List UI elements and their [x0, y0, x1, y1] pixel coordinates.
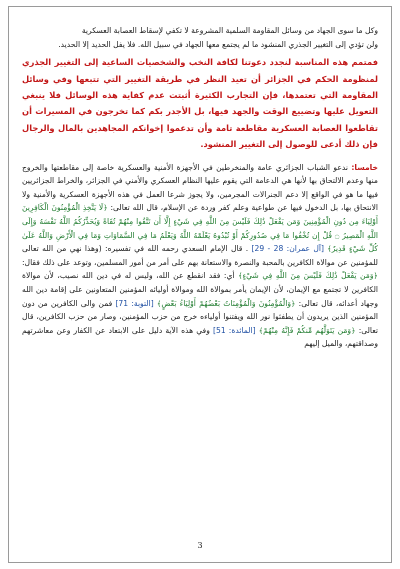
section-five-text-4: فمن والى الكافرين من دون المؤمنين الذين يريدون أن يطفئوا نور الله ويفتنوا أولياءه خرج من حزب المؤمنين، وصار من حزب الكافرين، قال تعالى:: [22, 298, 378, 335]
intro-line-1: وكل ما سوى الجهاد من وسائل المقاومة السلمية المشروعة لا تكفي لإسقاط العصابة العسكرية: [81, 26, 378, 35]
document-body: [22, 24, 378, 351]
verse-4-reference: [المائدة: 51]: [213, 325, 256, 335]
appeal-paragraph: فمتمم هذه المناسبة لنجدد دعوتنا لكافة النخب والشخصيات الساعية إلى التغيير الجذري لمنظومة الحكم في الجزائر أن تعيد النظر في طريقة التغيير التي تتبعها وفي وسائل المقاومة التي تعتمدها، فإن التجارب الكثيرة أثبتت عدم كفاية هذه الوسائل فلا ينبغي التعويل عليها وتضييع الوقت والجهد فيها، بل الأجدر بكم كما تخرجون في المسيرات أن تقاطعوا العصابة العسكرية مقاطعة تامة وأن تدعموا إخوانكم المجاهدين بالمال والرجال فإن ذلك أدعى للوصول إلى التغيير المنشود.: [22, 57, 378, 150]
paragraph-gap: [22, 153, 378, 161]
quran-verse-2: ﴿وَمَن يَفْعَلْ ذَٰلِكَ فَلَيْسَ مِنَ اللَّهِ فِي شَيْءٍ﴾: [238, 271, 378, 281]
quran-verse-4: ﴿وَمَن يَتَوَلَّهُم مِّنكُمْ فَإِنَّهُ مِنْهُمْ﴾: [258, 325, 356, 335]
section-five-text-5: وفي هذه الآية دليل على الابتعاد عن الكفار وعن معاشرتهم وصداقتهم، والميل إليهم: [22, 325, 378, 349]
page-number: 3: [197, 541, 203, 550]
section-five-paragraph: [22, 161, 378, 351]
section-five-label: خامسا:: [351, 162, 378, 172]
intro-line-2: ولن تؤدي إلى التغيير الجذري المنشود ما لم يجتمع معها الجهاد في سبيل الله. فلا يفل الحديد إلا الحديد.: [58, 39, 378, 49]
section-five-text-2: . قال الإمام السعدي رحمه الله في تفسيره: (وهذا نهي من الله تعالى للمؤمنين عن موالاة الكافرين بالمحبة والنصرة والاستعانة بهم على أمر من أمور المسلمين، وتوعد على ذلك فقال:: [22, 244, 378, 267]
section-five-text-3: أي: فقد انقطع عن الله، وليس له في دين الله نصيب، لأن موالاة الكافرين لا تجتمع مع الإيمان، لأن الإيمان يأمر بموالاة الله وموالاة أوليائه المؤمنين المتعاونين على إقامة دين الله وجهاد أعدائه، قال تعالى:: [22, 271, 379, 308]
quran-verse-3: ﴿وَالْمُؤْمِنُونَ وَالْمُؤْمِنَاتُ بَعْضُهُمْ أَوْلِيَاءُ بَعْضٍ﴾: [156, 298, 296, 308]
verse-1-reference: [آل عمران: 28 - 29]: [251, 244, 324, 254]
section-five-text-1: ندعو الشباب الجزائري عامة والمنخرطين في الأجهزة الأمنية والعسكرية خاصة إلى مقاطعتها والخروج منها وعدم الالتحاق بها لأنها هي الدعامة التي يقوم عليها النظام العسكري والأمني في الجزائر، والخراط الجزائريين فيها ما هو في الواقع إلا دعم الجنرالات المجرمين، ولا يجوز شرعا العمل في هذه الأجهزة العسكرية والأمنية ولا الانتحاق بها، بل الدخول فيها عن طواعية وعلم كفر وردة عن الإسلام، قال الله تعالى:: [22, 162, 379, 213]
quran-verse-1: ﴿لَا يَتَّخِذِ الْمُؤْمِنُونَ الْكَافِرِينَ أَوْلِيَاءَ مِن دُونِ الْمُؤْمِنِينَ وَمَن يَفْعَلْ ذَٰلِكَ فَلَيْسَ مِنَ اللَّهِ فِي شَيْءٍ إِلَّا أَن تَتَّقُوا مِنْهُمْ تُقَاةً وَيُحَذِّرُكُمُ اللَّهُ نَفْسَهُ وَإِلَى اللَّهِ الْمَصِيرُ ۝ قُلْ إِن تُخْفُوا مَا فِي صُدُورِكُمْ أَوْ تُبْدُوهُ يَعْلَمْهُ اللَّهُ وَيَعْلَمُ مَا فِي السَّمَاوَاتِ وَمَا فِي الْأَرْضِ وَاللَّهُ عَلَىٰ كُلِّ شَيْءٍ قَدِيرٌ﴾: [22, 203, 378, 254]
verse-3-reference: [التوبة: 71]: [115, 298, 154, 308]
intro-paragraph: [22, 24, 378, 51]
